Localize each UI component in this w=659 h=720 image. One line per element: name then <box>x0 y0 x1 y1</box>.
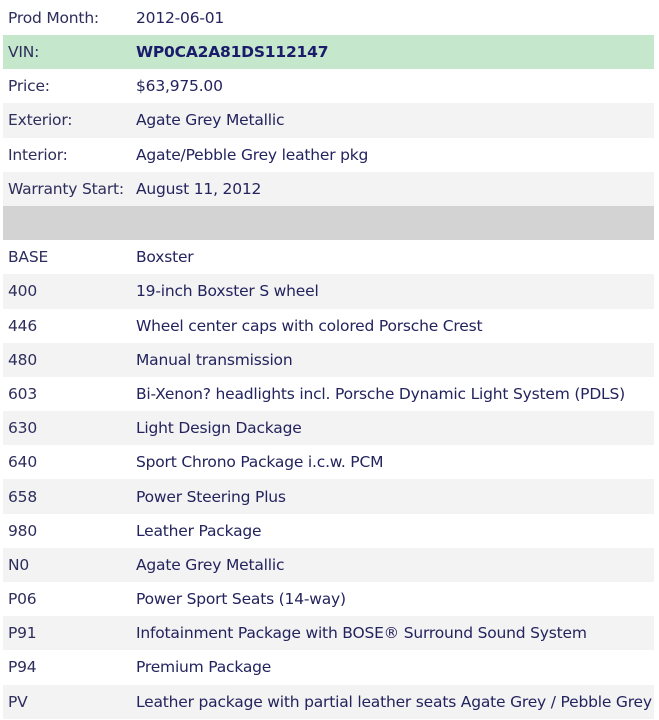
option-code: BASE <box>8 248 49 267</box>
option-description: Leather Package <box>136 521 262 540</box>
detail-key: Prod Month: <box>8 8 99 27</box>
detail-key: Exterior: <box>8 111 73 130</box>
detail-value: $63,975.00 <box>136 77 223 96</box>
option-code: 658 <box>8 487 37 506</box>
detail-key: VIN: <box>8 43 40 62</box>
option-row <box>3 548 654 582</box>
detail-key: Interior: <box>8 145 68 164</box>
option-description: Manual transmission <box>136 350 293 369</box>
option-description: Power Steering Plus <box>136 487 286 506</box>
option-row <box>3 445 654 479</box>
option-code: PV <box>8 692 28 711</box>
option-row <box>3 343 654 377</box>
option-code: 640 <box>8 453 37 472</box>
option-code: N0 <box>8 555 30 574</box>
option-row <box>3 514 654 548</box>
option-row <box>3 240 654 274</box>
option-code: P94 <box>8 658 37 677</box>
option-description: Infotainment Package with BOSE® Surround Sound System <box>136 624 587 643</box>
option-code: 446 <box>8 316 37 335</box>
detail-row-interior <box>3 138 654 172</box>
option-description: 19-inch Boxster S wheel <box>136 282 319 301</box>
detail-value: August 11, 2012 <box>136 179 262 198</box>
detail-row-exterior <box>3 103 654 137</box>
option-description: Agate Grey Metallic <box>136 555 285 574</box>
option-row <box>3 582 654 616</box>
option-code: P91 <box>8 624 37 643</box>
option-code: 980 <box>8 521 37 540</box>
option-row <box>3 377 654 411</box>
option-description: Sport Chrono Package i.c.w. PCM <box>136 453 384 472</box>
detail-row-warranty-start <box>3 172 654 206</box>
option-description: Power Sport Seats (14-way) <box>136 590 346 609</box>
option-code: 480 <box>8 350 37 369</box>
option-description: Boxster <box>136 248 194 267</box>
detail-value: 2012-06-01 <box>136 8 225 27</box>
option-description: Light Design Dackage <box>136 419 302 438</box>
option-row <box>3 411 654 445</box>
detail-key: Warranty Start: <box>8 179 124 198</box>
option-row <box>3 685 654 719</box>
option-description: Bi-Xenon? headlights incl. Porsche Dynamic Light System (PDLS) <box>136 384 625 403</box>
vin-value: WP0CA2A81DS112147 <box>136 43 329 62</box>
option-code: 603 <box>8 384 37 403</box>
option-row <box>3 479 654 513</box>
detail-key: Price: <box>8 77 50 96</box>
option-row <box>3 650 654 684</box>
section-separator <box>3 206 654 240</box>
option-row <box>3 616 654 650</box>
detail-row-prod-month <box>3 0 654 35</box>
option-description: Premium Package <box>136 658 272 677</box>
option-row <box>3 274 654 308</box>
option-code: 630 <box>8 419 37 438</box>
option-description: Wheel center caps with colored Porsche Crest <box>136 316 483 335</box>
option-code: 400 <box>8 282 37 301</box>
vehicle-details-table <box>3 0 654 719</box>
detail-row-price <box>3 69 654 103</box>
detail-value: Agate/Pebble Grey leather pkg <box>136 145 369 164</box>
option-description: Leather package with partial leather seats Agate Grey / Pebble Grey <box>136 692 652 711</box>
detail-value: Agate Grey Metallic <box>136 111 285 130</box>
option-code: P06 <box>8 590 37 609</box>
option-row <box>3 309 654 343</box>
detail-row-vin <box>3 35 654 69</box>
